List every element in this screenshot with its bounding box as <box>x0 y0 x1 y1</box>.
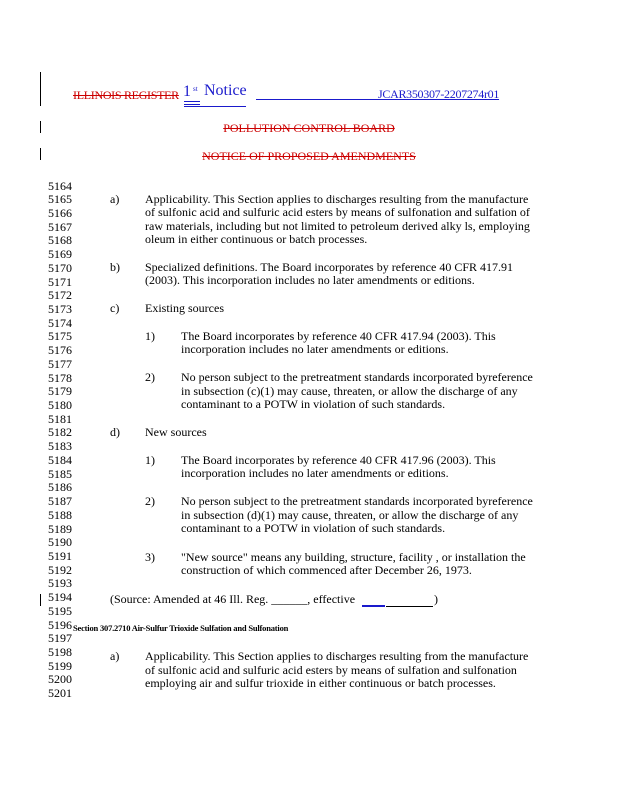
section-heading: Section 307.2710 Air-Sulfur Trioxide Sulfation and Sulfonation <box>73 623 289 633</box>
item-d1-line: The Board incorporates by reference 40 CFR 417.96 (2003). This <box>181 453 496 467</box>
line-number: 5173 <box>48 301 72 316</box>
item-d2-label: 2) <box>145 494 155 508</box>
line-number: 5195 <box>48 603 72 618</box>
subsection-a-line: of sulfonic acid and sulfuric acid esters by means of sulfonation and sulfation of <box>145 205 530 219</box>
subsection-c-heading: Existing sources <box>145 301 224 315</box>
item-d2-line: contaminant to a POTW in violation of such standards. <box>181 521 446 535</box>
line-number: 5192 <box>48 562 72 577</box>
item-c2-line: in subsection (c)(1) may cause, threaten, or allow the discharge of any <box>181 384 518 398</box>
source-note-close: ) <box>434 592 438 606</box>
subsection-b-label: b) <box>110 260 120 274</box>
item-d3-line: construction of which commenced after December 26, 1973. <box>181 563 472 577</box>
line-number: 5199 <box>48 658 72 673</box>
line-number: 5197 <box>48 631 72 646</box>
line-number: 5165 <box>48 192 72 207</box>
line-number: 5181 <box>48 411 72 426</box>
line-number: 5169 <box>48 247 72 262</box>
change-bar-header <box>40 72 41 106</box>
subsection-a-line: Applicability. This Section applies to discharges resulting from the manufacture <box>145 192 529 206</box>
subsection-a-line: raw materials, including but not limited to petroleum derived alky ls, employing <box>145 219 530 233</box>
line-number: 5180 <box>48 398 72 413</box>
line-number: 5171 <box>48 274 72 289</box>
line-number: 5164 <box>48 178 72 193</box>
line-number: 5166 <box>48 205 72 220</box>
item-d2-line: No person subject to the pretreatment standards incorporated byreference <box>181 494 533 508</box>
line-number: 5201 <box>48 686 72 701</box>
line-number: 5190 <box>48 535 72 550</box>
subsection-d-label: d) <box>110 425 120 439</box>
subsection-d-heading: New sources <box>145 425 207 439</box>
item-d2-line: in subsection (d)(1) may cause, threaten, or allow the discharge of any <box>181 508 519 522</box>
item-d3-label: 3) <box>145 550 155 564</box>
effective-date-blank-inserted <box>362 605 385 607</box>
line-number: 5185 <box>48 466 72 481</box>
page-header <box>73 84 523 104</box>
line-number: 5198 <box>48 644 72 659</box>
board-title: POLLUTION CONTROL BOARD <box>223 121 395 135</box>
item-c1-line: incorporation includes no later amendments or editions. <box>181 342 449 356</box>
section-subsection-a-line: Applicability. This Section applies to discharges resulting from the manufacture <box>145 649 529 663</box>
subsection-a-line: oleum in either continuous or batch processes. <box>145 232 368 246</box>
notice-number: 1 <box>183 83 191 100</box>
subsection-b-line: (2003). This incorporation includes no later amendments or editions. <box>145 273 475 287</box>
item-c2-label: 2) <box>145 370 155 384</box>
line-number: 5167 <box>48 219 72 234</box>
line-number: 5182 <box>48 425 72 440</box>
line-number: 5178 <box>48 370 72 385</box>
line-number: 5177 <box>48 356 72 371</box>
line-number: 5193 <box>48 576 72 591</box>
subsection-a-label: a) <box>110 192 120 206</box>
line-number: 5172 <box>48 288 72 303</box>
item-c2-line: contaminant to a POTW in violation of such standards. <box>181 397 446 411</box>
register-label: ILLINOIS REGISTER <box>73 88 179 102</box>
line-number: 5191 <box>48 548 72 563</box>
document-id: JCAR350307-2207274r01 <box>378 87 500 101</box>
line-number: 5168 <box>48 233 72 248</box>
item-c2-line: No person subject to the pretreatment standards incorporated byreference <box>181 370 533 384</box>
section-subsection-a-label: a) <box>110 649 120 663</box>
line-number: 5189 <box>48 521 72 536</box>
line-number: 5183 <box>48 439 72 454</box>
line-number: 5176 <box>48 343 72 358</box>
line-number: 5200 <box>48 672 72 687</box>
item-c1-label: 1) <box>145 329 155 343</box>
effective-date-blank <box>386 606 433 607</box>
line-number: 5170 <box>48 260 72 275</box>
section-subsection-a-line: employing air and sulfur trioxide in either continuous or batch processes. <box>145 676 496 690</box>
line-number: 5179 <box>48 384 72 399</box>
line-number: 5184 <box>48 452 72 467</box>
line-number: 5175 <box>48 329 72 344</box>
item-c1-line: The Board incorporates by reference 40 CFR 417.94 (2003). This <box>181 329 496 343</box>
line-number: 5194 <box>48 590 72 605</box>
notice-number-suffix: st <box>193 85 198 93</box>
notice-title: NOTICE OF PROPOSED AMENDMENTS <box>202 149 416 163</box>
change-bar-source <box>40 594 41 606</box>
item-d1-line: incorporation includes no later amendments or editions. <box>181 466 449 480</box>
line-number: 5174 <box>48 315 72 330</box>
item-d1-label: 1) <box>145 453 155 467</box>
line-number: 5186 <box>48 480 72 495</box>
subsection-b-line: Specialized definitions. The Board incorporates by reference 40 CFR 417.91 <box>145 260 514 274</box>
header-double-underline <box>184 101 200 105</box>
line-number: 5187 <box>48 494 72 509</box>
line-number: 5188 <box>48 507 72 522</box>
subsection-c-label: c) <box>110 301 120 315</box>
source-note: (Source: Amended at 46 Ill. Reg. ______, effective <box>110 592 356 606</box>
item-d3-line: "New source" means any building, structure, facility , or installation the <box>181 550 526 564</box>
header-double-underline-long <box>184 106 246 107</box>
notice-label: Notice <box>204 82 247 99</box>
line-number: 5196 <box>48 617 72 632</box>
section-subsection-a-line: of sulfonic acid and sulfuric acid esters by means of sulfation and sulfonation <box>145 663 517 677</box>
